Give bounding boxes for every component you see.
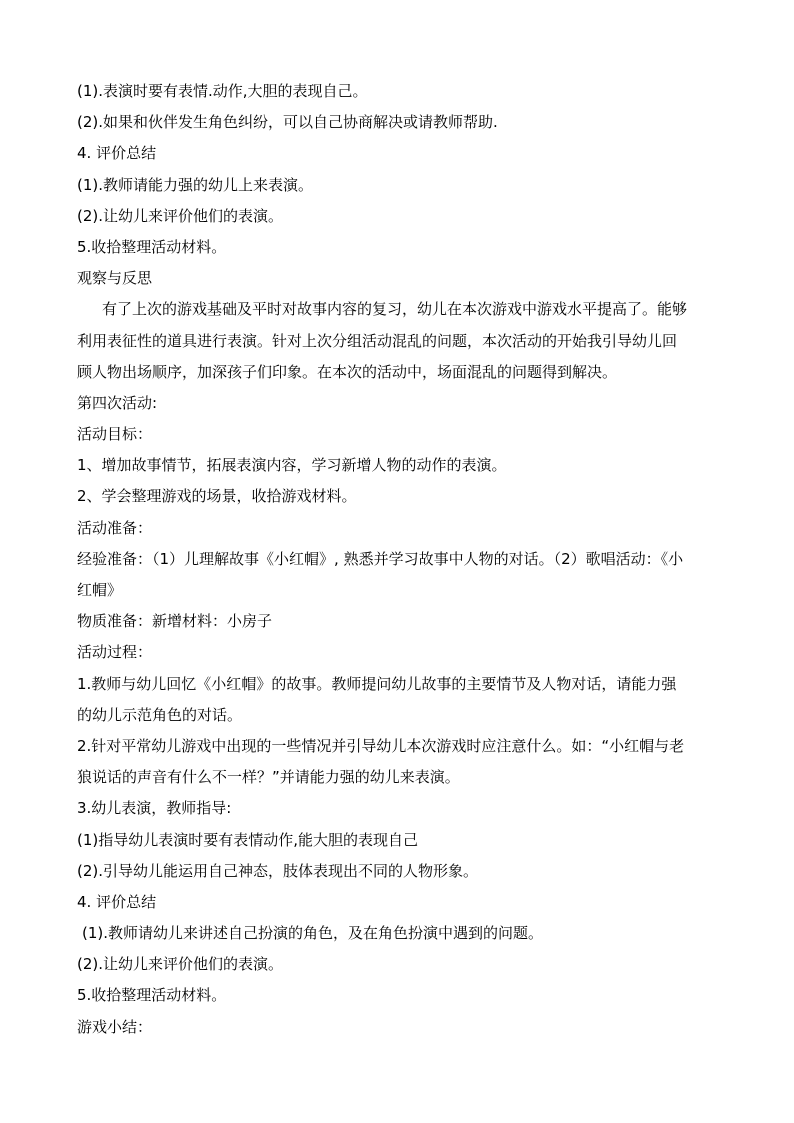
document-body — [77, 76, 722, 1043]
text-line: (2).引导幼儿能运用自己神态，肢体表现出不同的人物形象。 — [77, 861, 479, 880]
section-heading: 4. 评价总结 — [77, 892, 157, 911]
text-line: (2).如果和伙伴发生角色纠纷，可以自己协商解决或请教师帮助. — [77, 113, 498, 132]
text-line: 1、增加故事情节，拓展表演内容，学习新增人物的动作的表演。 — [77, 456, 507, 475]
text-line: 5.收拾整理活动材料。 — [77, 986, 227, 1005]
text-line: (2).让幼儿来评价他们的表演。 — [77, 206, 284, 225]
text-line: (1).表演时要有表情.动作,大胆的表现自己。 — [77, 82, 368, 100]
text-line: (1).教师请能力强的幼儿上来表演。 — [77, 175, 314, 194]
text-line: 经验准备：（1）儿理解故事《小红帽》, 熟悉并学习故事中人物的对话。（2）歌唱活动：《小 — [77, 549, 684, 568]
text-line: 3.幼儿表演，教师指导: — [77, 799, 232, 818]
section-heading: 第四次活动: — [77, 393, 158, 412]
text-line: 的幼儿示范角色的对话。 — [77, 705, 243, 724]
text-line: 物质准备：新增材料：小房子 — [77, 612, 273, 631]
text-line: (1)指导幼儿表演时要有表情动作,能大胆的表现自己 — [77, 830, 419, 849]
text-line: 2.针对平常幼儿游戏中出现的一些情况并引导幼儿本次游戏时应注意什么。如：“小红帽与老 — [77, 736, 685, 755]
paragraph-line: 有了上次的游戏基础及平时对故事内容的复习，幼儿在本次游戏中游戏水平提高了。能够 — [102, 300, 688, 319]
text-line: (2).让幼儿来评价他们的表演。 — [77, 955, 284, 974]
section-heading: 活动准备： — [77, 518, 153, 537]
paragraph-line: 利用表征性的道具进行表演。针对上次分组活动混乱的问题，本次活动的开始我引导幼儿回 — [77, 331, 678, 350]
section-heading: 活动目标： — [77, 425, 153, 444]
section-heading: 观察与反思 — [77, 269, 153, 288]
text-line: (1).教师请幼儿来讲述自己扮演的角色，及在角色扮演中遇到的问题。 — [82, 924, 544, 943]
section-heading: 4. 评价总结 — [77, 144, 157, 163]
section-heading: 活动过程： — [77, 643, 153, 662]
paragraph-line: 顾人物出场顺序，加深孩子们印象。在本次的活动中，场面混乱的问题得到解决。 — [77, 362, 618, 381]
text-line: 1.教师与幼儿回忆《小红帽》的故事。教师提问幼儿故事的主要情节及人物对话，请能力强 — [77, 674, 677, 693]
text-line: 红帽》 — [77, 581, 123, 599]
text-line: 5.收拾整理活动材料。 — [77, 237, 227, 256]
text-line: 狼说话的声音有什么不一样？”并请能力强的幼儿来表演。 — [77, 768, 460, 787]
section-heading: 游戏小结： — [77, 1017, 153, 1036]
text-line: 2、学会整理游戏的场景，收拾游戏材料。 — [77, 487, 357, 506]
